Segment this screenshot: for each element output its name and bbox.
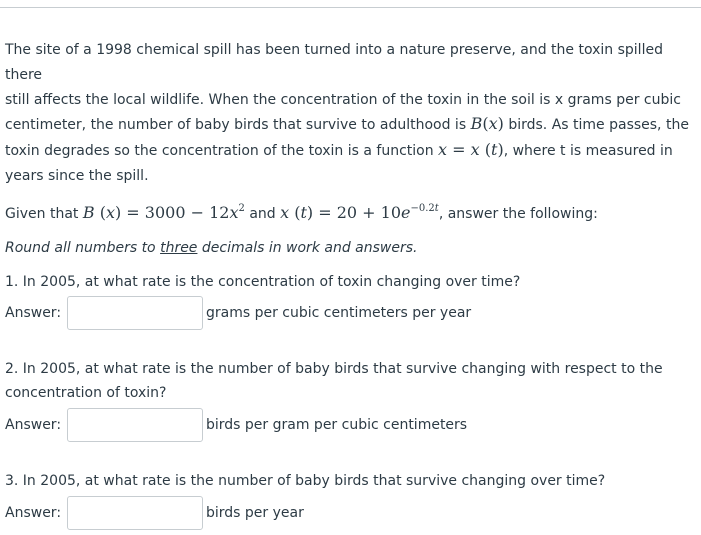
top-divider (0, 7, 701, 8)
x-formula: x $(t) = 20 + 10e^{-0.2t}$ (280, 202, 439, 222)
function-b-of-x: B(x) (470, 114, 504, 134)
b-formula: B $(x) = 3000 - 12x^2$ (82, 202, 245, 222)
intro-line-4b: , where t is measured in (503, 143, 673, 160)
given-prefix: Given that (5, 205, 79, 222)
intro-line-2: still affects the local wildlife. When the concentration of the toxin in the soil is x grams per cubic (5, 91, 681, 108)
rounding-underlined: three (160, 239, 198, 256)
intro-line-5: years since the spill. (5, 167, 149, 184)
problem-intro (5, 38, 697, 189)
intro-line-4a: toxin degrades so the concentration of the toxin is a function (5, 143, 434, 160)
answer-label: Answer: (5, 416, 62, 433)
given-and: and (249, 205, 276, 222)
intro-line-1: The site of a 1998 chemical spill has been turned into a nature preserve, and the toxin spilled there (5, 42, 663, 83)
answer-input-3[interactable] (67, 496, 203, 530)
answer-input-2[interactable] (67, 408, 203, 442)
answer-unit-2: birds per gram per cubic centimeters (206, 416, 468, 433)
question-1-answer-row (5, 295, 697, 331)
rounding-before: Round all numbers to (5, 239, 156, 256)
answer-label: Answer: (5, 504, 62, 521)
question-1-text: 1. In 2005, at what rate is the concentration of toxin changing over time? (5, 273, 521, 290)
question-2-answer-row (5, 407, 697, 443)
function-x-of-t: x = x (t) (438, 140, 504, 160)
answer-label: Answer: (5, 304, 62, 321)
answer-unit-1: grams per cubic centimeters per year (206, 304, 472, 321)
intro-line-3a: centimeter, the number of baby birds that survive to adulthood is (5, 117, 467, 134)
question-2-line-1: 2. In 2005, at what rate is the number of baby birds that survive changing with respect to the (5, 360, 663, 377)
rounding-instruction (5, 237, 697, 259)
rounding-after: decimals in work and answers. (201, 239, 418, 256)
question-3-answer-row (5, 495, 697, 531)
given-functions (5, 201, 697, 226)
intro-line-3b: birds. As time passes, the (508, 117, 689, 134)
answer-unit-3: birds per year (206, 504, 304, 521)
question-3-text: 3. In 2005, at what rate is the number of baby birds that survive changing over time? (5, 472, 606, 489)
question-2-line-2: concentration of toxin? (5, 384, 167, 401)
question-2-text (5, 357, 697, 405)
answer-input-1[interactable] (67, 296, 203, 330)
question-content (5, 38, 697, 531)
given-suffix: , answer the following: (438, 205, 598, 222)
